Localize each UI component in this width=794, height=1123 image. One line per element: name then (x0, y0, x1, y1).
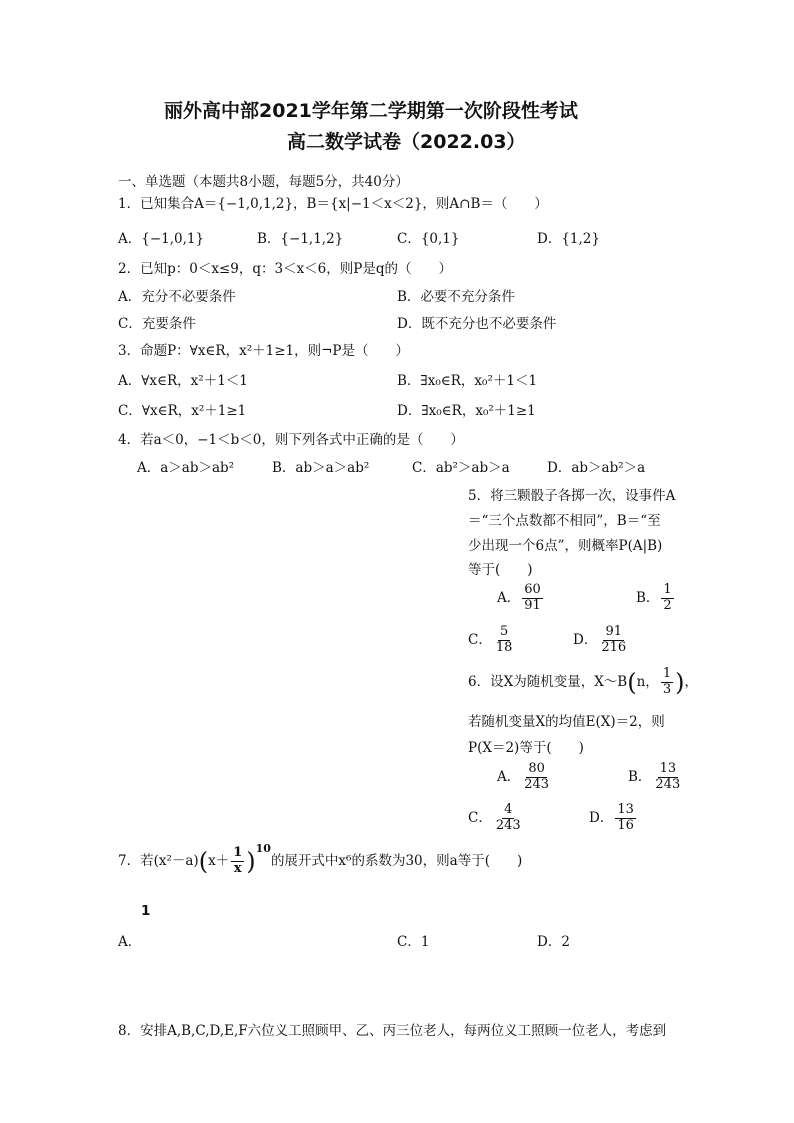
q5-a-denominator: 91 (524, 597, 541, 613)
q6-c-denominator: 243 (495, 817, 521, 833)
q5-line-3: 少出现一个6点”，则概率P(A|B) (468, 538, 663, 554)
section-heading: 一、单选题（本题共8小题，每题5分，共40分） (118, 174, 409, 190)
q5-option-b (636, 583, 676, 614)
q6-option-a (497, 762, 553, 793)
right-paren: ) (246, 847, 256, 876)
q2-option-b: B．必要不充分条件 (397, 289, 515, 305)
q5-b-numerator: 1 (663, 582, 672, 597)
q5-b-denominator: 2 (663, 597, 672, 613)
left-paren: ( (198, 847, 209, 876)
q7-exponent: 10 (255, 842, 271, 855)
q5-d-numerator: 91 (605, 624, 623, 639)
q4-option-a: A．a＞ab＞ab² (137, 460, 235, 476)
q5-line-2: ＝“三个点数都不相同”，B＝“至 (468, 513, 661, 529)
q6-a-numerator: 80 (528, 761, 545, 776)
q7-stem-end: 的展开式中x⁶的系数为30，则a等于( ) (270, 852, 523, 869)
q4-option-c: C．ab²＞ab＞a (412, 460, 510, 476)
q5-a-label: A． (497, 589, 521, 606)
q5-option-d (573, 625, 630, 656)
q6-a-denominator: 243 (524, 776, 550, 792)
q6-option-c (468, 803, 525, 834)
q6-c-numerator: 4 (504, 802, 513, 817)
right-paren: ) (675, 668, 685, 697)
q8-stem: 8．安排A,B,C,D,E,F六位义工照顾甲、乙、丙三位老人，每两位义工照顾一位老人，考虑到 (118, 1023, 667, 1039)
q7-inner-x: x＋ (208, 852, 230, 869)
q6-line-3: P(X＝2)等于( ) (468, 740, 584, 756)
q7-option-a: A． (118, 934, 142, 950)
q2-option-c: C．充要条件 (118, 316, 196, 332)
q6-line-2: 若随机变量X的均值E(X)＝2，则 (468, 714, 665, 730)
q6-c-label: C． (468, 809, 492, 826)
q5-d-label: D． (573, 631, 598, 648)
q1-option-d: D．{1,2} (537, 231, 600, 247)
q6-d-numerator: 13 (617, 802, 634, 817)
q5-c-label: C． (468, 631, 492, 648)
q6-b-numerator: 13 (659, 761, 677, 776)
q3-stem: 3．命题P：∀x∈R，x²＋1≥1，则¬P是（ ） (118, 343, 410, 359)
q6-b-label: B． (628, 768, 652, 785)
q4-option-b: B．ab＞a＞ab² (272, 460, 370, 476)
q7-option-a-value: 1 (141, 903, 151, 919)
q6-stem-start: 6．设X为随机变量，X～B (468, 673, 628, 690)
q2-option-a: A．充分不必要条件 (118, 289, 236, 305)
q1-option-a: A．{−1,0,1} (118, 231, 205, 247)
q3-option-d: D．∃x₀∈R，x₀²＋1≥1 (397, 403, 536, 419)
q1-option-b: B．{−1,1,2} (257, 231, 344, 247)
q7-option-d: D．2 (537, 934, 570, 950)
q6-option-d (589, 803, 638, 834)
q5-line-4: 等于( ) (468, 562, 533, 578)
q5-d-denominator: 216 (601, 639, 627, 655)
q7-stem-start: 7．若(x²－a) (118, 852, 199, 869)
q4-option-d: D．ab＞ab²＞a (547, 460, 646, 476)
q4-stem: 4．若a＜0，−1＜b＜0，则下列各式中正确的是（ ） (118, 432, 464, 448)
exam-subtitle: 高二数学试卷（2022.03） (287, 131, 526, 153)
q6-option-b (628, 762, 684, 793)
q7-frac-denominator: x (233, 860, 242, 876)
q7-stem (118, 842, 523, 877)
q3-option-b: B．∃x₀∈R，x₀²＋1＜1 (397, 373, 538, 389)
q5-option-a (497, 583, 545, 614)
q6-d-denominator: 16 (617, 817, 634, 833)
q6-p-numerator: 1 (662, 666, 672, 681)
q5-c-denominator: 18 (495, 639, 513, 655)
q3-option-a: A．∀x∈R，x²＋1＜1 (118, 373, 248, 389)
q3-option-c: C．∀x∈R，x²＋1≥1 (118, 403, 247, 419)
q7-frac-numerator: 1 (233, 845, 243, 860)
exam-title: 丽外高中部2021学年第二学期第一次阶段性考试 (164, 100, 578, 122)
q5-c-numerator: 5 (499, 624, 509, 639)
q2-option-d: D．既不充分也不必要条件 (397, 316, 557, 332)
q7-option-c: C．1 (397, 934, 430, 950)
q5-a-numerator: 60 (524, 582, 541, 597)
q1-option-c: C．{0,1} (397, 231, 460, 247)
q5-option-c (468, 625, 516, 656)
q6-param-n: n， (636, 673, 659, 690)
q6-b-denominator: 243 (655, 776, 681, 792)
q6-d-label: D． (589, 809, 614, 826)
q6-p-denominator: 3 (662, 681, 672, 697)
q2-stem: 2．已知p：0＜x≤9，q：3＜x＜6，则P是q的（ ） (118, 261, 452, 277)
q5-line-1: 5．将三颗骰子各掷一次，设事件A (468, 488, 676, 504)
left-paren: ( (627, 668, 637, 697)
q6-line-1: 6．设X为随机变量，X～B(n， $\frac{1}{3}$ )， (468, 666, 698, 697)
q6-a-label: A． (497, 768, 521, 785)
q1-stem: 1．已知集合A＝{−1,0,1,2}，B＝{x|−1＜x＜2}，则A∩B＝（ ） (118, 196, 548, 212)
q5-b-label: B． (636, 589, 660, 606)
